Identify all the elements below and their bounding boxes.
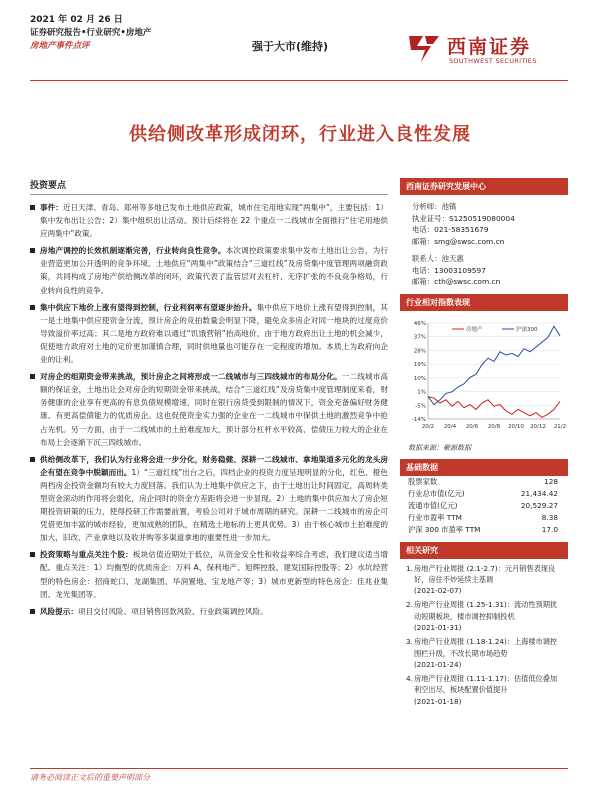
y-tick-label: 28% xyxy=(413,347,426,354)
paragraph-text: 1）“三道红线”出台之后，四档企业的投资力度呈现明显的分化，红色、橙色两档房企投资金额均有较大力度回落。我们认为土地集中供应之下，由于土地出让时间固定，高周转类型资金滚动的作用将会弱化，房企同时的资金方差距将会进一步显现。2）土地的集中供应加大了房企短期投资研策的压力，使得投研工作需要前置，考验公司对于城市周期的研究。深耕一二线城市的房企可凭借更加丰富的城市经验，更加成熟的团队，在精选土地标的上更具优势。3）由于核心城市土拍难度的加大，旧改、产业拿地以及收并购等多渠道拿地的重要性进一步加大。 xyxy=(40,467,388,543)
y-tick-label: 19% xyxy=(413,361,426,368)
x-tick-label: 20/10 xyxy=(508,423,524,430)
bullet-paragraph xyxy=(30,453,388,545)
item-title[interactable]: 房地产行业周报 (1.25-1.31)：流动性预期扰动短期板块，楼市调控抑制投机 xyxy=(414,600,558,621)
basic-data-title: 基础数据 xyxy=(400,459,568,476)
paragraph-lead: 对房企的组期资金带来挑战，预计房企之间将形成一二线城市与三四线城市的布局分化。 xyxy=(40,372,342,382)
stat-value: 128 xyxy=(544,476,558,486)
paragraph-lead: 房地产调控的长效机制逐渐完善，行业转向良性竞争。 xyxy=(40,246,226,256)
stat-value: 8.38 xyxy=(541,512,558,522)
bullet-paragraph xyxy=(30,605,388,618)
bullet-icon xyxy=(30,609,35,614)
bullet-icon xyxy=(30,305,35,310)
x-tick-label: 20/12 xyxy=(530,423,546,430)
x-tick-label: 20/6 xyxy=(465,423,479,430)
related-research-list xyxy=(400,559,568,715)
y-tick-label: -5% xyxy=(415,402,426,409)
item-title[interactable]: 房地产行业周报 (2.1-2.7)：元月销售表现良好，房住不炒延续主基调 xyxy=(414,563,556,584)
bullet-icon xyxy=(30,374,35,379)
paragraph-lead: 风险提示： xyxy=(40,606,78,616)
item-number: 3. xyxy=(406,637,413,647)
chart-source: 数据来源：聚源数据 xyxy=(408,443,471,452)
paragraph-text: 一二线城市高额的保证金，土地出让会对房企的短期资金带来挑战，结合“三道红线”及房贷集中度管理制度来看，财务健康的企业享有更高的有息负债规模增速，同时在银行房贷受到限制的情况下，资金充备偏好财务健康、有更高偿债能力的优质房企。这也促使资金实力强的企业在一二线城市中保供土地的激烈竞争中抢占先机。另一方面，由于一二线城市的土拍难度加大，预计部分杠杆水平较高、偿债压力较大的企业在布局上会逐渐下沉三四线城市。 xyxy=(40,372,388,447)
line-chart xyxy=(402,315,566,437)
paragraph-lead: 事件： xyxy=(40,203,63,212)
x-tick-label: 20/4 xyxy=(443,423,457,430)
item-date: (2021-01-31) xyxy=(414,622,462,632)
bullet-paragraph xyxy=(30,370,388,449)
stat-value: 21,434.42 xyxy=(520,488,558,498)
paragraph-text: 集中供应下地价上涨有望得到控制，其一是土地集中供应使资金分流，预计房企的竞拍数量会明显下降，避免众多房企对同一地块的过度竞价导致溢价率过高；其二是地方政府难以通过“饥饿营销”抬高地价，由于地方政府出让土地的机会减少，促使地方政府对土地的定价更加谨慎合理，同时供地量也可能存在一定程度的增加。本质上为政府向企业的让利。 xyxy=(40,302,389,365)
rating-label: 强于大市(维持) xyxy=(252,40,329,53)
legend-label: 房地产 xyxy=(466,326,483,333)
stat-label: 流通市值(亿元) xyxy=(408,500,458,510)
x-tick-label: 21/2 xyxy=(553,423,566,430)
item-title[interactable]: 房地产行业周报 (1.11-1.17)：估值低位叠加利空出尽，板块配置价值提升 xyxy=(414,674,558,695)
y-tick-label: 10% xyxy=(413,375,426,382)
footer-disclaimer: 请务必阅读正文后的重要声明部分 xyxy=(30,773,150,782)
stat-label: 行业总市值(亿元) xyxy=(408,488,465,498)
research-center-title: 西南证券研究发展中心 xyxy=(400,178,568,195)
relative-index-chart xyxy=(400,311,568,441)
item-date: (2021-02-07) xyxy=(414,586,462,596)
contact-line: 电话：021-58351679 xyxy=(412,225,489,234)
company-logo xyxy=(403,30,563,70)
logo-text-en: SOUTHWEST SECURITIES xyxy=(449,57,537,65)
y-tick-label: 37% xyxy=(413,334,426,341)
stat-value: 17.0 xyxy=(541,524,558,534)
stat-label: 行业市盈率 TTM xyxy=(408,512,462,522)
table-row xyxy=(400,476,568,488)
list-item[interactable] xyxy=(406,563,562,597)
item-number: 2. xyxy=(406,600,413,610)
bullet-paragraph xyxy=(30,201,388,240)
stat-label: 沪深 300 市盈率 TTM xyxy=(408,524,481,534)
y-tick-label: 1% xyxy=(417,389,426,396)
item-date: (2021-01-18) xyxy=(414,696,462,706)
contact-line: 执业证号：S1250519080004 xyxy=(412,213,515,223)
bullet-paragraph xyxy=(30,244,388,296)
sidebar xyxy=(400,178,568,714)
table-row xyxy=(400,500,568,512)
bullet-icon xyxy=(30,552,35,557)
item-number: 4. xyxy=(406,674,413,684)
stat-label: 股票家数 xyxy=(408,476,438,486)
paragraph-text: 板块估值近期处于低位，从资金安全性和收益率综合考虑，我们建议适当增配。重点关注：1）均衡型的优质房企：万科 A、保利地产、旭辉控股、建发国际控股等；2）水坑经营型的特色房企：招商蛇口、龙湖集团、华润置地、宝龙地产等；3）城市更新型的特色房企：佳兆业集团、龙光集团等。 xyxy=(40,550,389,599)
footer-divider xyxy=(30,768,568,769)
paragraph-text: 本次调控政策要求集中发布土地出让公告，为行业营造更加公开透明的竞争环境。土地供应“两集中”政策结合“三道红线”及房贷集中度管理两项融资政策，共同构成了房地产供给侧改革的闭环，政策代表了监管层对去杠杆、无序扩张的不良竞争格局，行业转向良性的竞争。 xyxy=(40,246,389,295)
item-number: 1. xyxy=(406,563,413,573)
item-date: (2021-01-24) xyxy=(414,659,462,669)
y-tick-label: -14% xyxy=(411,416,426,423)
report-date: 2021 年 02 月 26 日 xyxy=(30,15,123,25)
section-title: 投资要点 xyxy=(30,178,388,195)
bullet-icon xyxy=(30,457,35,462)
stat-value: 20,529.27 xyxy=(520,500,558,510)
chart-title: 行业相对指数表现 xyxy=(400,294,568,311)
paragraph-lead: 投资策略与重点关注个股： xyxy=(40,550,133,560)
header-meta xyxy=(30,14,151,53)
contact-line: 邮箱：smg@swsc.com.cn xyxy=(412,236,505,246)
logo-text-cn: 西南证券 xyxy=(447,36,532,58)
paragraph-text: 近日天津、青岛、郑州等多地已发布土地供应政策，城市住宅用地实现“两集中”，主要包括：1）集中发布出让公告；2）集中组织出让活动。预计后续将在 22 个重点一二线城市全面推行“住宅用地供应两集中”政策。 xyxy=(40,203,388,239)
series-line-hs300 xyxy=(428,326,560,404)
y-tick-label: 46% xyxy=(413,320,426,327)
contact-line: 电话：13003109597 xyxy=(412,265,486,275)
bullet-icon xyxy=(30,205,35,210)
header-divider xyxy=(30,80,568,81)
contact-line: 联系人：池天惠 xyxy=(412,254,464,263)
bullet-icon xyxy=(30,248,35,253)
bullet-paragraph xyxy=(30,548,388,600)
report-type: 房地产事件点评 xyxy=(30,41,90,51)
paragraph-text: 项目交付风险、项目销售回款风险、行业政策调控风险。 xyxy=(77,606,268,616)
list-item[interactable] xyxy=(406,599,562,633)
bullet-paragraph xyxy=(30,301,388,366)
basic-data-table xyxy=(400,476,568,536)
contact-line: 邮箱：cth@swsc.com.cn xyxy=(412,277,501,286)
x-tick-label: 20/8 xyxy=(487,423,501,430)
related-research-title: 相关研究 xyxy=(400,542,568,559)
investment-points xyxy=(30,178,388,622)
table-row xyxy=(400,524,568,536)
contact-block xyxy=(400,195,568,294)
list-item[interactable] xyxy=(406,636,562,670)
paragraph-lead: 集中供应下地价上涨有望得到控制，行业利润率有望逐步抬升。 xyxy=(40,302,257,312)
item-title[interactable]: 房地产行业周报 (1.18-1.24)：上海楼市调控围栏升级，不改长期市场趋势 xyxy=(414,637,558,658)
report-category: 证券研究报告•行业研究•房地产 xyxy=(30,28,152,38)
contact-line: 分析师：池镇 xyxy=(412,202,457,211)
legend-label: 沪深300 xyxy=(516,326,538,333)
table-row xyxy=(400,488,568,500)
paragraph-list xyxy=(30,201,388,618)
x-tick-label: 20/2 xyxy=(421,423,435,430)
list-item[interactable] xyxy=(406,673,562,707)
series-line-real-estate xyxy=(428,396,560,417)
paragraph-lead: 供给侧改革下，我们认为行业将会进一步分化，财务稳健、深耕一二线城市、拿地渠道多元化的龙头房企有望在竞争中脱颖而出。 xyxy=(40,454,388,477)
report-title: 供给侧改革形成闭环，行业进入良性发展 xyxy=(129,124,471,145)
logo-mark-icon xyxy=(403,32,443,66)
table-row xyxy=(400,512,568,524)
